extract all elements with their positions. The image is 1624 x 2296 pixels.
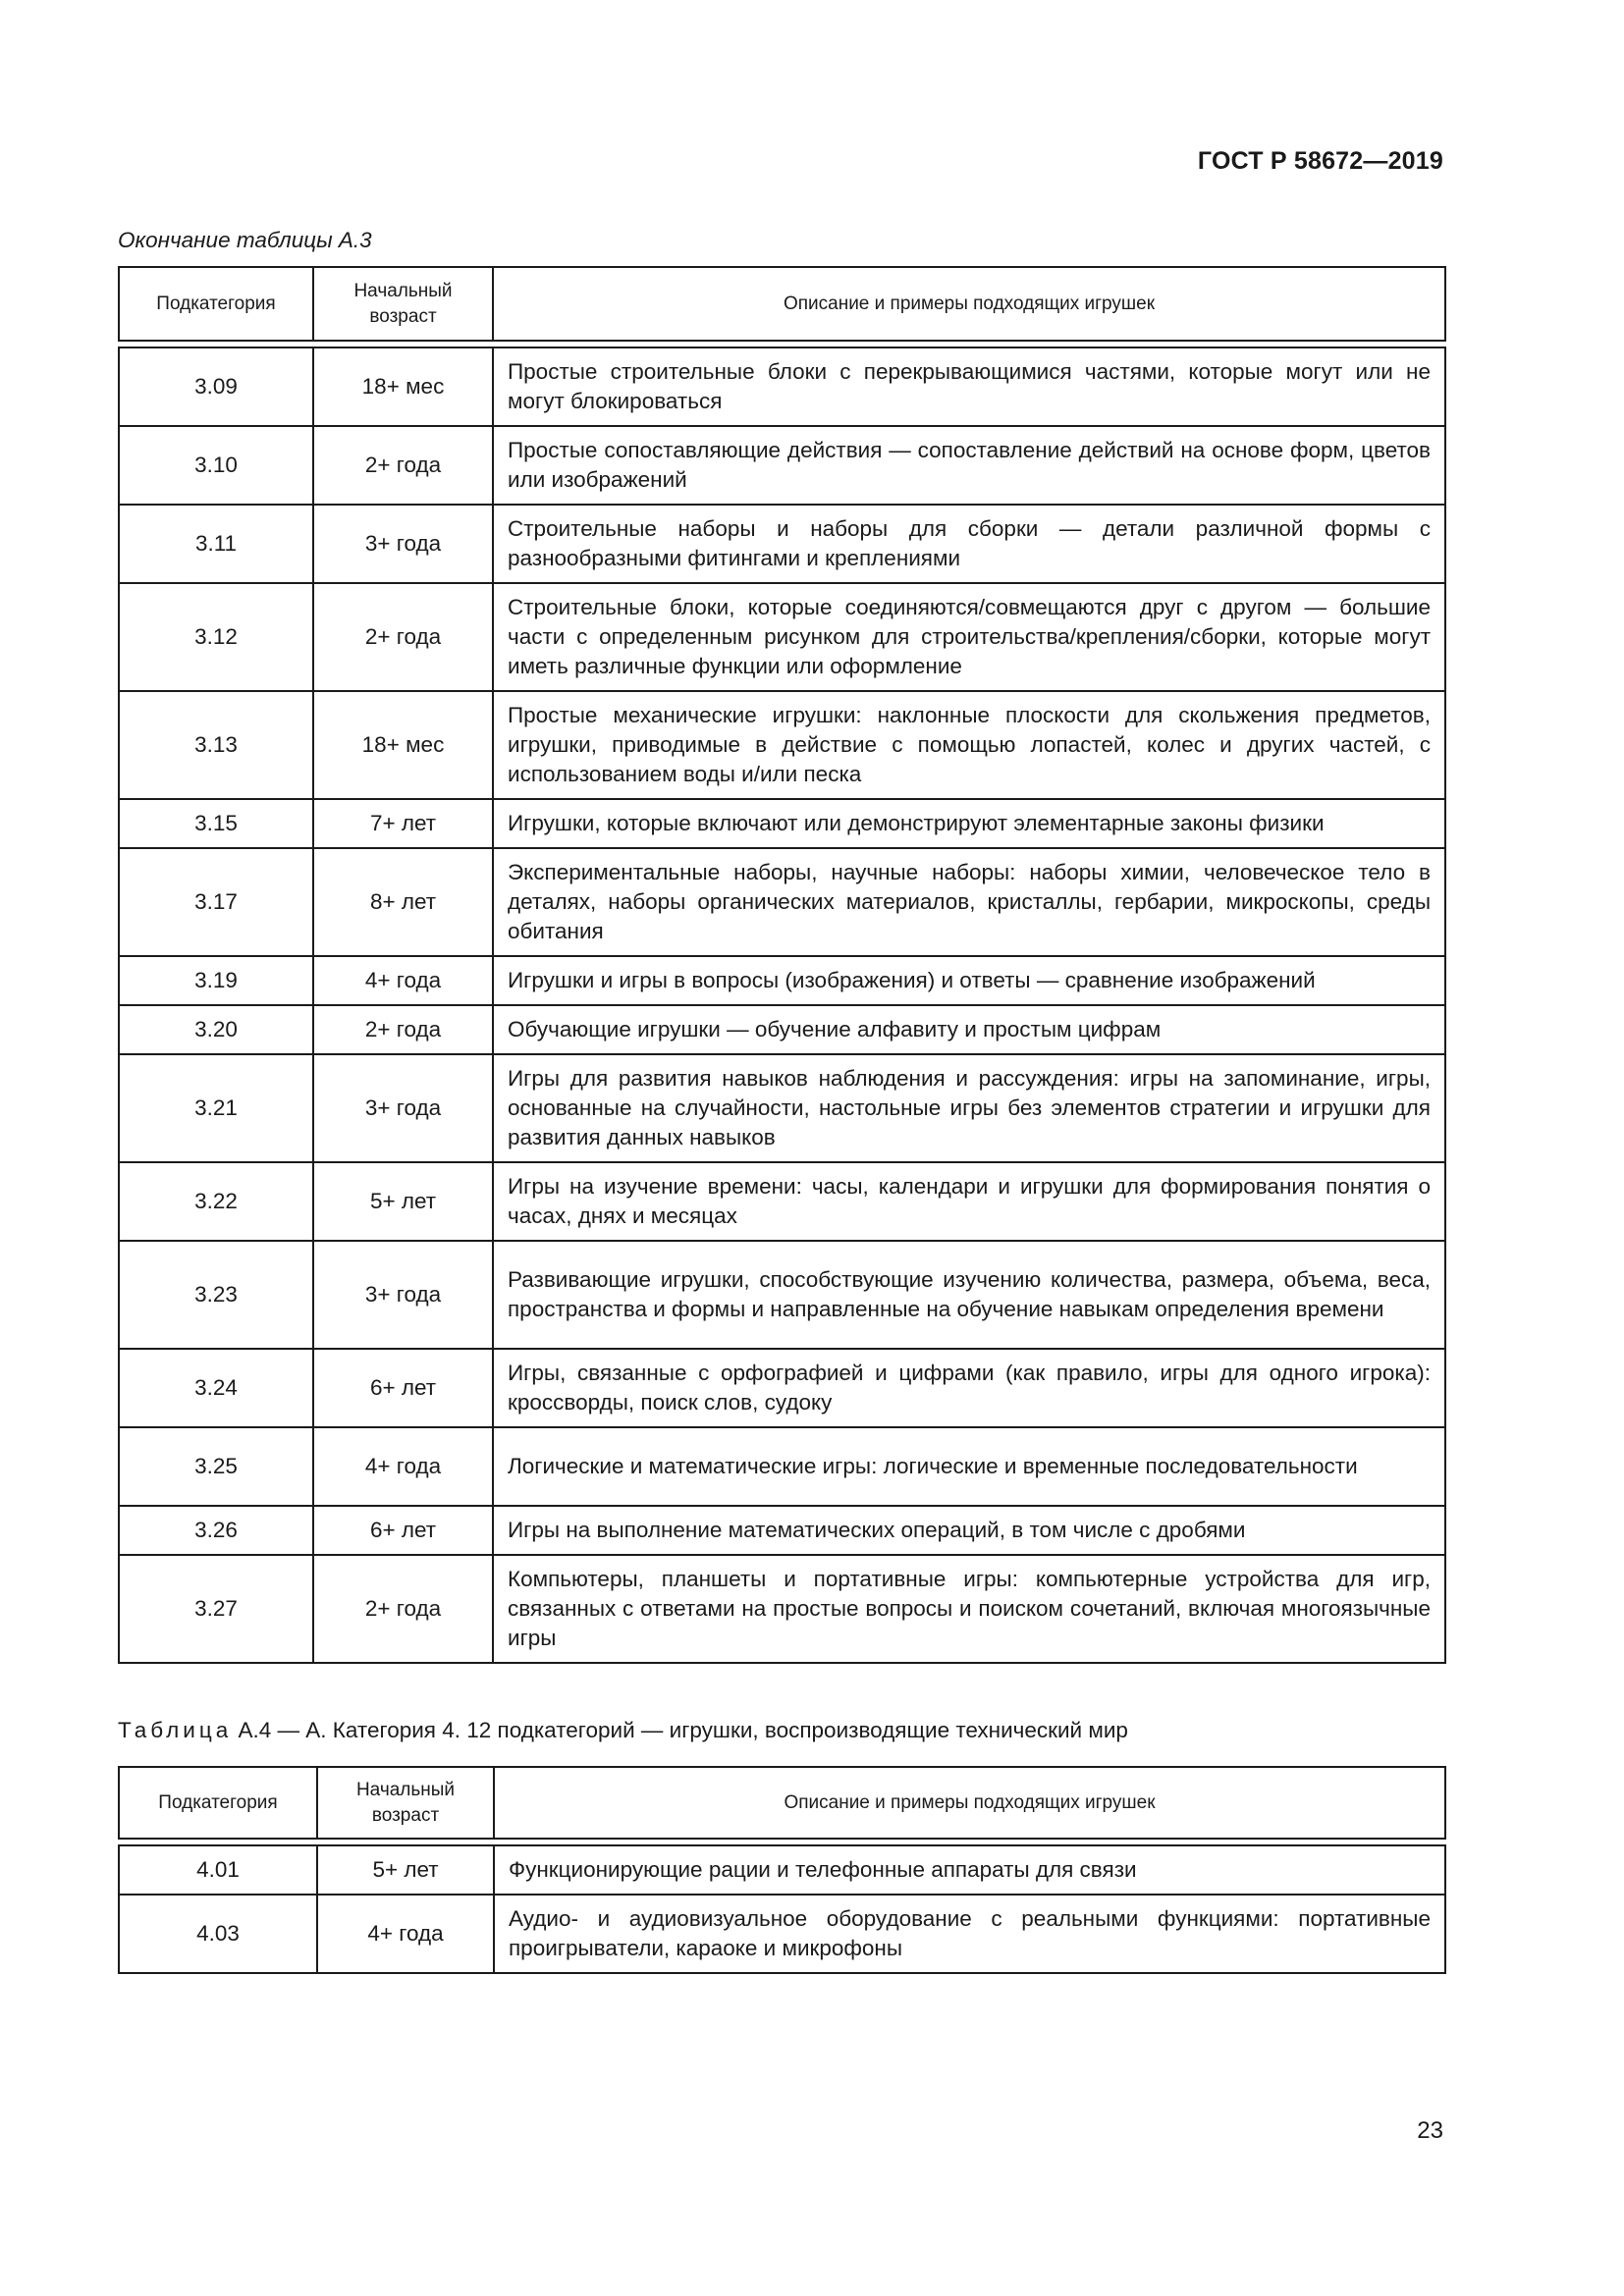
table-a3-caption: Окончание таблицы А.3 xyxy=(118,228,372,252)
table-row xyxy=(119,1427,1445,1506)
start-age-cell: 3+ года xyxy=(313,505,493,583)
start-age-cell: 2+ года xyxy=(313,1005,493,1054)
table-a4-caption-text: А.4 — А. Категория 4. 12 подкатегорий — игрушки, воспроизводящие технический мир xyxy=(238,1718,1128,1742)
description-cell: Логические и математические игры: логические и временные последовательности xyxy=(493,1427,1445,1506)
subcategory-cell: 3.12 xyxy=(119,583,313,691)
document-code: ГОСТ Р 58672—2019 xyxy=(1197,147,1443,175)
start-age-cell: 5+ лет xyxy=(313,1162,493,1241)
subcategory-cell: 3.23 xyxy=(119,1241,313,1349)
table-row xyxy=(119,1241,1445,1349)
table-row xyxy=(119,347,1445,426)
column-header-subcategory: Подкатегория xyxy=(119,267,313,341)
column-header-start-age: Начальный возраст xyxy=(313,267,493,341)
table-row xyxy=(119,1349,1445,1427)
start-age-cell: 5+ лет xyxy=(317,1845,494,1895)
subcategory-cell: 3.25 xyxy=(119,1427,313,1506)
table-row xyxy=(119,505,1445,583)
table-a4 xyxy=(118,1766,1446,1974)
column-header-subcategory: Подкатегория xyxy=(119,1767,317,1839)
description-cell: Игры на выполнение математических операций, в том числе с дробями xyxy=(493,1506,1445,1555)
subcategory-cell: 4.03 xyxy=(119,1895,317,1973)
table-row xyxy=(119,799,1445,848)
table-row xyxy=(119,1054,1445,1162)
table-row xyxy=(119,848,1445,956)
description-cell: Экспериментальные наборы, научные наборы: наборы химии, человеческое тело в деталях, наборы органических материалов, кристаллы, гербарии, микроскопы, среды обитания xyxy=(493,848,1445,956)
table-row xyxy=(119,1555,1445,1663)
start-age-cell: 6+ лет xyxy=(313,1506,493,1555)
description-cell: Аудио- и аудиовизуальное оборудование с реальными функциями: портативные проигрыватели, караоке и микрофоны xyxy=(494,1895,1445,1973)
description-cell: Компьютеры, планшеты и портативные игры: компьютерные устройства для игр, связанных с ответами на простые вопросы и поиском сочетаний, включая многоязычные игры xyxy=(493,1555,1445,1663)
table-a3 xyxy=(118,266,1446,1664)
description-cell: Простые сопоставляющие действия — сопоставление действий на основе форм, цветов или изображений xyxy=(493,426,1445,505)
description-cell: Функционирующие рации и телефонные аппараты для связи xyxy=(494,1845,1445,1895)
table-row xyxy=(119,1005,1445,1054)
table-a4-caption-label: Таблица xyxy=(118,1718,233,1742)
description-cell: Строительные блоки, которые соединяются/совмещаются друг с другом — большие части с определенным рисунком для строительства/крепления/сборки, которые могут иметь различные функции или оформление xyxy=(493,583,1445,691)
description-cell: Развивающие игрушки, способствующие изучению количества, размера, объема, веса, пространства и формы и направленные на обучение навыкам определения времени xyxy=(493,1241,1445,1349)
description-cell: Простые механические игрушки: наклонные плоскости для скольжения предметов, игрушки, приводимые в действие с помощью лопастей, колес и других частей, с использованием воды и/или песка xyxy=(493,691,1445,799)
table-row xyxy=(119,1162,1445,1241)
start-age-cell: 3+ года xyxy=(313,1054,493,1162)
table-row xyxy=(119,1845,1445,1895)
subcategory-cell: 3.17 xyxy=(119,848,313,956)
subcategory-cell: 3.19 xyxy=(119,956,313,1005)
subcategory-cell: 3.11 xyxy=(119,505,313,583)
start-age-cell: 3+ года xyxy=(313,1241,493,1349)
description-cell: Игрушки, которые включают или демонстрируют элементарные законы физики xyxy=(493,799,1445,848)
column-header-description: Описание и примеры подходящих игрушек xyxy=(493,267,1445,341)
subcategory-cell: 3.22 xyxy=(119,1162,313,1241)
description-cell: Игрушки и игры в вопросы (изображения) и ответы — сравнение изображений xyxy=(493,956,1445,1005)
table-row xyxy=(119,583,1445,691)
start-age-cell: 18+ мес xyxy=(313,347,493,426)
subcategory-cell: 3.15 xyxy=(119,799,313,848)
table-row xyxy=(119,1506,1445,1555)
start-age-cell: 4+ года xyxy=(317,1895,494,1973)
subcategory-cell: 3.20 xyxy=(119,1005,313,1054)
subcategory-cell: 3.10 xyxy=(119,426,313,505)
table-a3-body xyxy=(119,347,1445,1663)
description-cell: Строительные наборы и наборы для сборки — детали различной формы с разнообразными фитингами и креплениями xyxy=(493,505,1445,583)
start-age-cell: 18+ мес xyxy=(313,691,493,799)
subcategory-cell: 3.13 xyxy=(119,691,313,799)
subcategory-cell: 3.24 xyxy=(119,1349,313,1427)
start-age-cell: 2+ года xyxy=(313,583,493,691)
column-header-start-age: Начальный возраст xyxy=(317,1767,494,1839)
subcategory-cell: 3.26 xyxy=(119,1506,313,1555)
subcategory-cell: 3.09 xyxy=(119,347,313,426)
table-a4-body xyxy=(119,1845,1445,1973)
description-cell: Игры на изучение времени: часы, календари и игрушки для формирования понятия о часах, днях и месяцах xyxy=(493,1162,1445,1241)
start-age-cell: 2+ года xyxy=(313,426,493,505)
column-header-description: Описание и примеры подходящих игрушек xyxy=(494,1767,1445,1839)
start-age-cell: 4+ года xyxy=(313,956,493,1005)
start-age-cell: 7+ лет xyxy=(313,799,493,848)
table-row xyxy=(119,426,1445,505)
table-row xyxy=(119,1895,1445,1973)
table-row xyxy=(119,956,1445,1005)
subcategory-cell: 3.21 xyxy=(119,1054,313,1162)
description-cell: Обучающие игрушки — обучение алфавиту и простым цифрам xyxy=(493,1005,1445,1054)
subcategory-cell: 3.27 xyxy=(119,1555,313,1663)
table-a4-caption xyxy=(118,1718,1128,1743)
start-age-cell: 2+ года xyxy=(313,1555,493,1663)
subcategory-cell: 4.01 xyxy=(119,1845,317,1895)
table-row xyxy=(119,691,1445,799)
start-age-cell: 4+ года xyxy=(313,1427,493,1506)
description-cell: Игры, связанные с орфографией и цифрами (как правило, игры для одного игрока): кроссворды, поиск слов, судоку xyxy=(493,1349,1445,1427)
start-age-cell: 8+ лет xyxy=(313,848,493,956)
page-number: 23 xyxy=(1417,2117,1443,2144)
start-age-cell: 6+ лет xyxy=(313,1349,493,1427)
description-cell: Простые строительные блоки с перекрывающимися частями, которые могут или не могут блокироваться xyxy=(493,347,1445,426)
description-cell: Игры для развития навыков наблюдения и рассуждения: игры на запоминание, игры, основанные на случайности, настольные игры без элементов стратегии и игрушки для развития данных навыков xyxy=(493,1054,1445,1162)
